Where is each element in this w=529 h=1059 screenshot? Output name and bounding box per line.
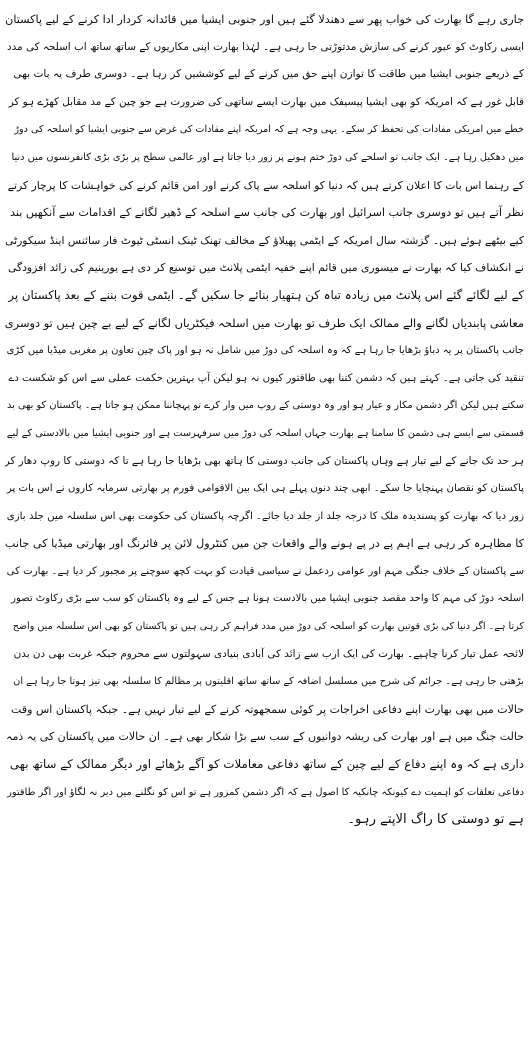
article-line: جانب پاکستان پر یہ دباؤ بڑھایا جا رہا ہے کہ وہ اسلحہ کی دوڑ میں شامل نہ ہو اور پاک چین تعاون پر مغربی میڈیا میں کڑی xyxy=(6,345,524,357)
article-line: دفاعی تعلقات کو اہمیت دے کیونکہ چانکیہ کا اصول ہے کہ اگر دشمن کمزور ہے تو اس کو نگلنے میں دیر نہ لگاؤ اور اگر طاقتور xyxy=(7,786,524,798)
article-line: کے رہنما اس بات کا اعلان کرتے ہیں کہ دنیا کو اسلحہ سے پاک کرنے اور امن قائم کرنے کی خواہشات کا پرچار کرتے xyxy=(7,178,524,192)
article-line: حالات میں بھی بھارت اپنے دفاعی اخراجات پر کوئی سمجھوتہ کرنے کے لیے تیار نہیں ہے۔ جبکہ پاکستان اس وقت xyxy=(11,702,524,716)
article-line: داری ہے کہ وہ اپنے دفاع کے لیے چین کے ساتھ دفاعی معاملات کو آگے بڑھائے اور دیگر ممالک کے ساتھ بھی xyxy=(9,757,524,772)
article-line: سکتے ہیں لیکن اگر دشمن مکار و عیار ہو اور وہ دوستی کے روپ میں وار کرے تو پہچاننا ممکن ہو جاتا ہے۔ پاکستان کو بھی بد xyxy=(6,400,524,412)
article-line: قابل غور ہے کہ امریکہ کو بھی ایشیا پیسیفک میں بھارت ایسے ساتھی کی ضرورت ہے جو چین کے مد مقابل کھڑے ہو کر xyxy=(8,95,524,108)
article-line: کے لیے لگائے گئے اس پلانٹ میں زیادہ تباہ کن ہتھیار بنائے جا سکیں گے۔ ایٹمی قوت بننے کے بعد پاکستان پر xyxy=(8,287,524,302)
article-line: ایسی رکاوٹ کو عبور کرنے کی سازش مدتوڑتی جا رہی ہے۔ لہٰذا بھارت اپنی مکاریوں کے ساتھ ساتھ اب اسلحہ کی مدد xyxy=(7,40,524,53)
article-line: ہر حد تک جانے کے لیے تیار ہے وہاں پاکستان کی جانب دوستی کا ہاتھ بھی بڑھایا جا رہا ہے تا کہ دوستی کا روپ دھار کر xyxy=(5,454,524,467)
article-line: قسمتی سے ایسے ہی دشمن کا سامنا ہے بھارت جہاں اسلحہ کی دوڑ میں سرفہرست ہے اور جنوبی ایشیا میں بالادستی کے لیے xyxy=(6,427,524,439)
article-body xyxy=(5,6,524,834)
article-line: پاکستان کو نقصان پہنچایا جا سکے۔ ابھی چند دنوں پہلے ہی ایک بین الاقوامی فورم پر بھارتی سرمایہ کاروں نے اس بات پر xyxy=(6,483,524,495)
article-line: کرتا ہے۔ اگر دنیا کی بڑی قوتیں بھارت کو اسلحہ کی دوڑ میں مدد فراہم کر رہی ہیں تو پاکستان کو بھی اس سلسلہ میں واضح xyxy=(12,621,524,633)
article-line: کیے بیٹھے ہوئے ہیں۔ گزشتہ سال امریکہ کے ایٹمی پھیلاؤ کے مخالف تھنک ٹینک انسٹی ٹیوٹ فار سائنس اینڈ سیکورٹی xyxy=(5,233,524,247)
article-line: معاشی پابندیاں لگانے والے ممالک ایک طرف تو بھارت میں اسلحہ فیکٹریاں لگانے کے لیے بے چین ہیں تو دوسری xyxy=(5,315,524,330)
article-line: لائحہ عمل تیار کرنا چاہیے۔ بھارت کی ایک ارب سے زائد کی آبادی بنیادی سہولتوں سے محروم جبکہ غربت بھی دن بدن xyxy=(13,647,524,660)
article-line: اسلحہ دوڑ کی مہم کا واحد مقصد جنوبی ایشیا میں بالادست ہونا ہے جس کے لیے وہ پاکستان کو سب سے بڑی رکاوٹ تصور xyxy=(11,593,524,605)
article-line: تنقید کی جاتی ہے۔ کہتے ہیں کہ دشمن کتنا بھی طاقتور کیوں نہ ہو لیکن آپ بہترین حکمت عملی سے اس کو شکست دے xyxy=(8,372,524,384)
article-line: بڑھتی جا رہی ہے۔ جرائم کی شرح میں مسلسل اضافہ کے ساتھ ساتھ اقلیتوں پر مظالم کا سلسلہ بھی تیز ہوتا جا رہا ہے ان xyxy=(13,676,524,688)
article-line: کے ذریعے جنوبی ایشیا میں طاقت کا توازن اپنے حق میں کرنے کے لیے کوششیں کر رہا ہے۔ دوسری طرف یہ بات بھی xyxy=(13,68,524,81)
article-line: سے پاکستان کے خلاف جنگی مہم اور عوامی ردعمل نے سیاسی قیادت کو بہت کچھ سوچنے پر مجبور کر دیا ہے۔ بھارت کی xyxy=(6,565,524,577)
article-line: کا مظاہرہ کر رہی ہے اہم پے در پے ہونے والے واقعات جن میں کنٹرول لائن پر فائرنگ اور بھارتی میڈیا کی جانب xyxy=(5,537,524,551)
article-line: زور دیا کہ بھارت کو پسندیدہ ملک کا درجہ جلد از جلد دیا جائے۔ اگرچہ پاکستان کی حکومت بھی اس سلسلہ میں جلد بازی xyxy=(6,510,524,522)
article-line: جاری رہے گا بھارت کی خواب پھر سے دھندلا گئے ہیں اور جنوبی ایشیا میں قائدانہ کردار ادا کرنے کے لیے پاکستان xyxy=(5,13,524,26)
article-line: خطے میں امریکی مفادات کی تحفظ کر سکے۔ یہی وجہ ہے کہ امریکہ اپنے مفادات کی غرض سے جنوبی ایشیا کو اسلحہ کی دوڑ xyxy=(14,124,524,136)
article-line: نے انکشاف کیا کہ بھارت نے میسوری میں قائم اپنے خفیہ ایٹمی پلانٹ میں توسیع کر دی ہے یورینیم کی زائد افزودگی xyxy=(7,261,524,275)
article-line: نظر آتے ہیں تو دوسری جانب اسرائیل اور بھارت کی جانب سے اسلحہ کے ڈھیر لگانے کے اقدامات سے آنکھیں بند xyxy=(9,206,524,220)
article-line: ہے تو دوستی کا راگ الاپتے رہو۔ xyxy=(347,812,524,828)
article-line: حالت جنگ میں ہے اور بھارت کی ریشہ دوانیوں کے سب سے بڑا شکار بھی ہے۔ ان حالات میں پاکستان کی یہ ذمہ xyxy=(6,730,524,744)
article-line: میں دھکیل رہا ہے۔ ایک جانب تو اسلحے کی دوڑ ختم ہونے پر زور دیا جاتا ہے اور عالمی سطح پر بڑی بڑی کانفرنسوں میں دنیا xyxy=(11,151,524,163)
